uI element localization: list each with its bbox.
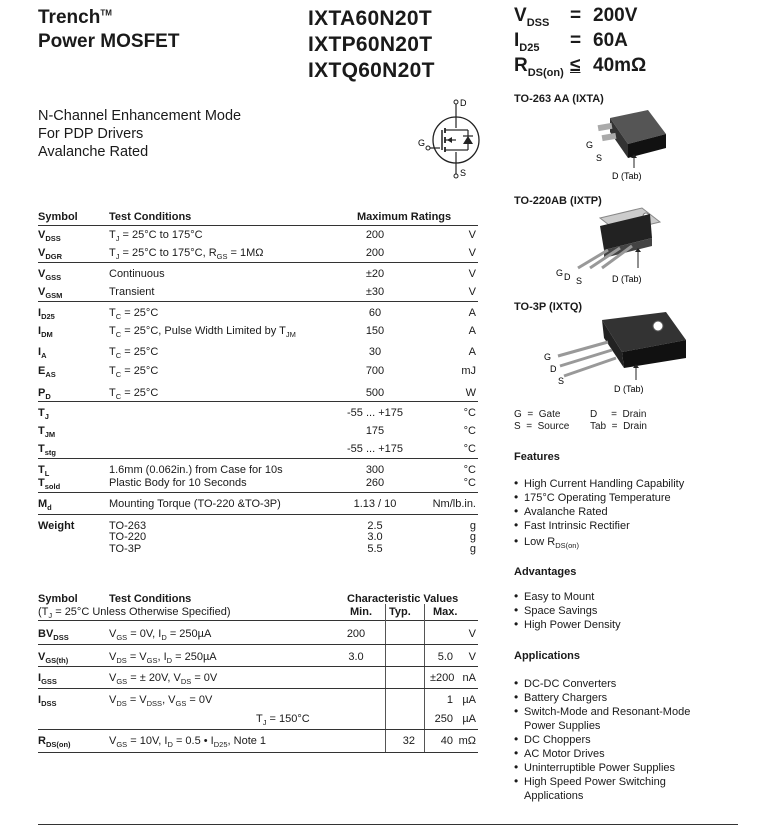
key-spec-symbol: V — [514, 5, 527, 26]
to3p-d: D — [550, 364, 557, 374]
max-row — [38, 346, 478, 360]
max-row-rule — [38, 301, 478, 302]
char-row-condition-sub: GS — [116, 677, 128, 686]
max-row-condition-sub: J — [115, 252, 120, 261]
max-row-condition: $T_J = 25^\circ C$ to 175°C — [109, 229, 203, 243]
max-row-value: 60 — [368, 307, 382, 319]
char-row-condition-sub: GS — [146, 656, 158, 665]
key-spec-symbol: I — [514, 30, 520, 51]
brand-title — [38, 6, 112, 29]
char-row-condition-sub: D — [166, 656, 173, 665]
max-row-value: 200 — [365, 247, 385, 259]
application-item: • Uninterruptible Power Supplies — [514, 761, 714, 775]
advantages-list — [514, 590, 621, 632]
max-row — [38, 286, 478, 300]
advantage-item: • Space Savings — [514, 604, 621, 618]
max-row-symbol-sub: GSS — [45, 273, 62, 282]
key-spec-value: 200V — [593, 5, 638, 26]
to220-d: D — [564, 272, 571, 282]
char-row-condition-sub: GS — [175, 699, 187, 708]
char-row-rule — [38, 752, 478, 753]
feature-item: • High Current Handling Capability — [514, 477, 684, 491]
char-row-max: ±200 — [430, 672, 455, 684]
trademark: TM — [100, 8, 112, 18]
max-row-value: 260 — [365, 477, 385, 489]
max-row-value: ±30 — [365, 286, 385, 298]
symbol-label-d: D — [460, 98, 467, 108]
char-row-condition-sub: DS — [116, 656, 127, 665]
char-row-condition: $V_{GS}$ = ± 20V, $V_{DS} = 0V$ — [109, 672, 218, 686]
to220-tab: D (Tab) — [612, 274, 642, 284]
max-row-rule — [38, 401, 478, 402]
to3p-g: G — [544, 352, 552, 362]
key-spec-operator: = — [570, 5, 582, 26]
char-row-rule — [38, 644, 478, 645]
max-header-ratings: Maximum Ratings — [357, 211, 452, 223]
char-row-max: 1 — [446, 694, 453, 706]
application-item: • DC-DC Converters — [514, 677, 714, 691]
max-row-condition: Mounting Torque (TO-220 &TO-3P) — [109, 498, 281, 510]
part-number-3: IXTQ60N20T — [308, 59, 435, 82]
brand-name: Trench — [38, 7, 101, 28]
max-row-value: -55 ... +175 — [347, 443, 403, 455]
max-row — [38, 477, 478, 491]
char-row-condition: $V_{DS} = V_{GS}$, $I_D = 250\mu A$ — [109, 651, 217, 665]
max-row-rule — [38, 458, 478, 459]
max-row-condition: $T_C = 25^\circ C$, Pulse Width Limited by $T_{JM}$ — [109, 325, 296, 339]
key-spec-subscript: D25 — [519, 42, 540, 54]
char-row-unit: µA — [462, 694, 476, 706]
char-row-max: 5.0 — [437, 651, 453, 663]
max-row — [38, 425, 478, 439]
max-row-symbol-sub: J — [44, 412, 49, 421]
max-row-symbol-sub: DSS — [45, 234, 61, 243]
max-row-value: 500 — [365, 387, 385, 399]
legend-source: S = Source — [514, 421, 570, 432]
char-row — [38, 628, 478, 642]
description-line-2: For PDP Drivers — [38, 126, 144, 142]
max-row-value: 200 — [365, 229, 385, 241]
max-row-symbol: $M_d$ — [38, 498, 52, 512]
max-row-symbol-sub: stg — [44, 448, 56, 457]
max-row-symbol-sub: GSM — [45, 291, 63, 300]
max-row-unit: °C — [463, 464, 476, 476]
char-row-typ: 32 — [402, 735, 415, 747]
char-row — [38, 651, 478, 665]
max-row-condition-sub: GS — [216, 252, 228, 261]
char-row-unit: V — [468, 651, 476, 663]
max-row-unit: g — [469, 531, 476, 543]
features-list — [514, 477, 684, 549]
max-row-unit: °C — [463, 407, 476, 419]
max-row-condition: TO-263 — [109, 520, 147, 532]
char-row-condition-sub: GS — [116, 633, 128, 642]
max-row-condition: Transient — [109, 286, 155, 298]
package-to263-title: TO-263 AA (IXTA) — [514, 93, 604, 105]
max-row — [38, 325, 478, 339]
key-spec-row — [514, 54, 754, 79]
char-row-condition: $V_{GS} = 10V$, $I_D = 0.5$ • $I_{D25}$, Note 1 — [109, 735, 267, 749]
part-number-1: IXTA60N20T — [308, 7, 432, 30]
max-row-unit: W — [465, 387, 476, 399]
char-header-max: Max. — [433, 606, 458, 618]
max-row-unit: mJ — [461, 365, 476, 377]
char-header-min: Min. — [350, 606, 372, 618]
max-row-value: ±20 — [365, 268, 385, 280]
max-row-condition: $T_C = 25^\circ C$ — [109, 365, 159, 379]
max-row-condition-sub: JM — [285, 330, 296, 339]
feature-item: • 175°C Operating Temperature — [514, 491, 684, 505]
char-row-symbol-sub: GS(th) — [45, 656, 69, 665]
max-row-symbol: $I_{D25}$ — [38, 307, 55, 321]
key-spec-row — [514, 29, 754, 54]
max-row-unit: V — [468, 268, 476, 280]
char-row — [38, 672, 478, 686]
max-row-symbol-sub: d — [47, 503, 52, 512]
max-row-condition: $T_C = 25^\circ C$ — [109, 307, 159, 321]
applications-title: Applications — [514, 650, 581, 662]
application-item: • AC Motor Drives — [514, 747, 714, 761]
char-row-condition-sub: D25 — [213, 740, 228, 749]
legend-drain: D = Drain — [590, 409, 647, 420]
char-row-condition-sub: DS — [180, 677, 192, 686]
max-row-value: 175 — [365, 425, 385, 437]
char-row-symbol-sub: DSS — [53, 633, 69, 642]
max-row-condition-sub: C — [115, 392, 122, 401]
footer-rule — [38, 824, 738, 825]
application-item: • High Speed Power Switching Applications — [514, 775, 714, 803]
max-row-symbol: $V_{DSS}$ — [38, 229, 61, 243]
description — [38, 107, 241, 161]
max-row-condition-sub: C — [115, 370, 122, 379]
description-line-3: Avalanche Rated — [38, 144, 149, 160]
package-to220-title: TO-220AB (IXTP) — [514, 195, 602, 207]
max-row-condition-sub: C — [115, 351, 122, 360]
char-row-unit: V — [468, 628, 476, 640]
char-row-symbol: $R_{DS(on)}$ — [38, 735, 71, 749]
max-row-symbol-sub: sold — [44, 482, 61, 491]
features-title: Features — [514, 451, 560, 463]
to263-g: G — [586, 140, 594, 150]
max-row-condition-sub: J — [115, 234, 120, 243]
char-header-typ: Typ. — [389, 606, 411, 618]
key-spec-subscript: DSS — [526, 17, 550, 29]
char-row-condition: $V_{DS} = V_{DSS}$, $V_{GS} = 0V$ — [109, 694, 213, 708]
to263-s: S — [596, 153, 603, 163]
max-row-value: 300 — [365, 464, 385, 476]
max-row-unit: °C — [463, 425, 476, 437]
max-row-value: 150 — [365, 325, 385, 337]
max-row-value: 5.5 — [367, 543, 383, 555]
description-line-1: N-Channel Enhancement Mode — [38, 108, 242, 124]
max-row-symbol: $I_A$ — [38, 346, 47, 360]
max-row-symbol: $T_{sold}$ — [38, 477, 61, 491]
char-row-condition: $V_{GS} = 0V$, $I_D = 250\mu A$ — [109, 628, 212, 642]
max-row-rule — [38, 492, 478, 493]
char-row-condition-sub: GS — [116, 740, 128, 749]
key-spec-value: 60A — [593, 30, 628, 51]
max-row — [38, 387, 478, 401]
to3p-s: S — [558, 376, 565, 386]
max-row-unit: V — [468, 286, 476, 298]
max-row-symbol: $T_{stg}$ — [38, 443, 56, 457]
max-row-symbol-sub: JM — [44, 430, 56, 439]
char-row-symbol: $V_{GS(th)}$ — [38, 651, 69, 665]
max-row-value: 700 — [365, 365, 385, 377]
max-row-rule — [38, 514, 478, 515]
package-to3p-drawing — [536, 312, 696, 398]
max-row — [38, 407, 478, 421]
advantage-item: • High Power Density — [514, 618, 621, 632]
char-row-symbol: $BV_{DSS}$ — [38, 628, 69, 642]
char-row-symbol-sub: DS(on) — [45, 740, 71, 749]
max-row-value: 2.5 — [367, 520, 383, 532]
key-spec-subscript: DS(on) — [527, 67, 564, 79]
max-row-unit: °C — [463, 477, 476, 489]
application-item: • Switch-Mode and Resonant-Mode Power Supplies — [514, 705, 714, 733]
max-row — [38, 543, 478, 557]
max-header-symbol: Symbol — [38, 211, 78, 223]
char-header-rule — [38, 620, 478, 621]
char-row-min: 200 — [346, 628, 366, 640]
max-row-unit: A — [468, 325, 476, 337]
max-row-unit: °C — [463, 443, 476, 455]
char-row-symbol: $I_{DSS}$ — [38, 694, 57, 708]
to3p-tab: D (Tab) — [614, 384, 644, 394]
max-row-condition: Plastic Body for 10 Seconds — [109, 477, 247, 489]
char-row-max: 250 — [434, 713, 453, 725]
max-row-symbol-sub: AS — [45, 370, 56, 379]
max-row — [38, 268, 478, 282]
char-header-symbol: Symbol — [38, 593, 78, 605]
char-row-condition-sub: D — [161, 633, 167, 642]
max-row — [38, 443, 478, 457]
max-row — [38, 247, 478, 261]
max-row-unit: V — [468, 229, 476, 241]
feature-item: • Avalanche Rated — [514, 505, 684, 519]
max-row-condition-sub: C — [115, 330, 122, 339]
product-type: Power MOSFET — [38, 31, 180, 52]
char-row-unit: mΩ — [458, 735, 476, 747]
key-spec-operator: ≤ — [570, 55, 581, 76]
char-row-condition-sub: DS — [116, 699, 127, 708]
max-row-value: 3.0 — [367, 531, 383, 543]
key-specs — [514, 4, 754, 79]
applications-list — [514, 677, 714, 803]
package-to220-drawing — [548, 206, 698, 290]
application-item: • Battery Chargers — [514, 691, 714, 705]
max-row-unit: A — [468, 346, 476, 358]
max-row — [38, 365, 478, 379]
max-row-condition: $T_J = 25^\circ C$ to 175°C, $R_{GS} = 1M\Omega$ — [109, 247, 264, 261]
max-row-value: 30 — [368, 346, 382, 358]
max-row-symbol: $V_{DGR}$ — [38, 247, 63, 261]
char-row-rule — [38, 688, 478, 689]
to220-g: G — [556, 268, 564, 278]
char-row-unit: µA — [462, 713, 476, 725]
char-row-symbol: $I_{GSS}$ — [38, 672, 57, 686]
max-header-conditions: Test Conditions — [109, 211, 192, 223]
to220-s: S — [576, 276, 583, 286]
max-header-rule — [38, 225, 478, 226]
char-row-rule — [38, 729, 478, 730]
package-to3p-title: TO-3P (IXTQ) — [514, 301, 583, 313]
key-spec-value: 40mΩ — [593, 55, 647, 76]
max-row-value: -55 ... +175 — [347, 407, 403, 419]
max-row-symbol: $V_{GSM}$ — [38, 286, 63, 300]
application-item: • DC Choppers — [514, 733, 714, 747]
max-row-value: 1.13 / 10 — [353, 498, 397, 510]
max-row-symbol: $T_J$ — [38, 407, 49, 421]
max-row-unit: V — [468, 247, 476, 259]
max-row-symbol: $P_D$ — [38, 387, 51, 401]
max-row-symbol-sub: D — [45, 392, 51, 401]
max-row-unit: A — [468, 307, 476, 319]
max-row-condition: Continuous — [109, 268, 165, 280]
char-row-max: 40 — [440, 735, 453, 747]
part-number-2: IXTP60N20T — [308, 33, 433, 56]
max-row-unit: Nm/lb.in. — [432, 498, 476, 510]
char-row-unit: nA — [462, 672, 476, 684]
max-row-symbol: $E_{AS}$ — [38, 365, 56, 379]
max-row-symbol: Weight — [38, 520, 75, 532]
char-row-rule — [38, 666, 478, 667]
max-row-condition-sub: C — [115, 312, 122, 321]
legend-gate: G = Gate — [514, 409, 561, 420]
package-to263-drawing — [570, 104, 690, 184]
char-row — [38, 694, 478, 708]
max-row-symbol: $T_L$ — [38, 464, 50, 478]
max-row-symbol-sub: DM — [41, 330, 53, 339]
char-row-condition-temp: $T_J = 150^\circ C$ — [256, 713, 310, 727]
max-row-symbol: $V_{GSS}$ — [38, 268, 62, 282]
char-row-condition-sub: J — [262, 718, 267, 727]
mosfet-symbol — [412, 96, 492, 180]
feature-item: • Fast Intrinsic Rectifier — [514, 519, 684, 533]
char-row-symbol-sub: DSS — [41, 699, 57, 708]
advantages-title: Advantages — [514, 566, 577, 578]
char-row-condition-sub: DSS — [146, 699, 163, 708]
max-row — [38, 498, 478, 512]
max-row-condition: $T_C = 25^\circ C$ — [109, 346, 159, 360]
char-row — [38, 713, 478, 727]
char-row-symbol-sub: GSS — [41, 677, 57, 686]
max-row-condition: 1.6mm (0.062in.) from Case for 10s — [109, 464, 283, 476]
key-spec-row — [514, 4, 754, 29]
max-row — [38, 464, 478, 478]
max-row-symbol-sub: DGR — [45, 252, 63, 261]
feature-item-low-r: • Low $R_{DS(on)}$ — [514, 535, 684, 549]
max-row-condition: $T_C = 25^\circ C$ — [109, 387, 159, 401]
max-row — [38, 307, 478, 321]
max-row-unit: g — [469, 520, 476, 532]
max-row-symbol: $T_{JM}$ — [38, 425, 56, 439]
max-row-unit: g — [469, 543, 476, 555]
char-header-values: Characteristic Values — [347, 593, 459, 605]
symbol-label-s: S — [460, 168, 467, 178]
max-row-symbol: $I_{DM}$ — [38, 325, 53, 339]
max-row-symbol-sub: D25 — [41, 312, 55, 321]
char-header-unless: ($T_J = 25^\circ C$ Unless Otherwise Specified) — [38, 606, 231, 620]
legend-tab: Tab = Drain — [590, 421, 647, 432]
advantage-item: • Easy to Mount — [514, 590, 621, 604]
max-row-symbol-sub: A — [41, 351, 47, 360]
key-spec-symbol: R — [514, 55, 528, 76]
char-row — [38, 735, 478, 749]
max-row-symbol-sub: L — [44, 469, 50, 478]
max-row-rule — [38, 262, 478, 263]
key-spec-operator: = — [570, 30, 582, 51]
char-row-condition-sub: D — [167, 740, 173, 749]
char-header-conditions: Test Conditions — [109, 593, 192, 605]
char-row-min: 3.0 — [348, 651, 364, 663]
max-row — [38, 229, 478, 243]
symbol-label-g: G — [418, 138, 426, 148]
to263-tab: D (Tab) — [612, 171, 642, 181]
max-row-condition: TO-220 — [109, 531, 147, 543]
max-row-condition: TO-3P — [109, 543, 142, 555]
